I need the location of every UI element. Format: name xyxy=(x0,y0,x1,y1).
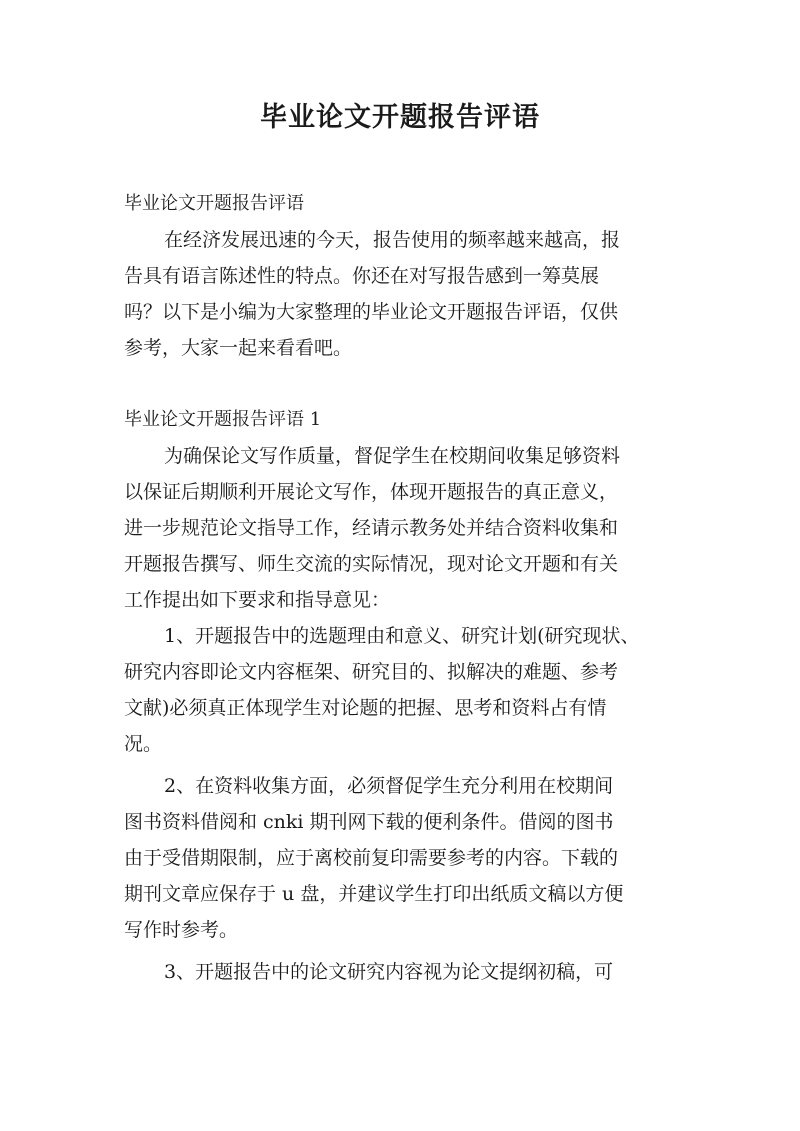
section1-paragraph xyxy=(124,438,690,618)
paragraph-line: 进一步规范论文指导工作，经请示教务处并结合资料收集和 xyxy=(124,517,619,539)
document-body xyxy=(124,186,690,990)
item-3-paragraph xyxy=(124,954,690,990)
paragraph-line: 3、开题报告中的论文研究内容视为论文提纲初稿，可 xyxy=(164,961,614,983)
paragraph-line: 写作时参考。 xyxy=(124,919,239,941)
paragraph-line: 工作提出如下要求和指导意见： xyxy=(124,589,391,611)
paragraph-line: 以保证后期顺利开展论文写作，体现开题报告的真正意义， xyxy=(124,481,619,503)
paragraph-line: 2、在资料收集方面，必须督促学生充分利用在校期间 xyxy=(164,775,614,797)
paragraph-gap xyxy=(124,366,690,402)
paragraph-line: 开题报告撰写、师生交流的实际情况，现对论文开题和有关 xyxy=(124,553,619,575)
document-title: 毕业论文开题报告评语 xyxy=(260,102,540,133)
paragraph-line: 文献)必须真正体现学生对论题的把握、思考和资料占有情 xyxy=(124,697,607,719)
section-heading: 毕业论文开题报告评语 1 xyxy=(124,409,322,430)
intro-line: 参考，大家一起来看看吧。 xyxy=(124,337,353,359)
paragraph-line: 由于受借期限制，应于离校前复印需要参考的内容。下载的 xyxy=(124,847,619,869)
paragraph-line: 1、开题报告中的选题理由和意义、研究计划(研究现状、 xyxy=(164,625,640,647)
intro-line: 告具有语言陈述性的特点。你还在对写报告感到一筹莫展 xyxy=(124,265,600,287)
paragraph-line: 为确保论文写作质量，督促学生在校期间收集足够资料 xyxy=(164,445,621,467)
paragraph-line: 图书资料借阅和 cnki 期刊网下载的便利条件。借阅的图书 xyxy=(124,811,614,833)
paragraph-line: 研究内容即论文内容框架、研究目的、拟解决的难题、参考 xyxy=(124,661,619,683)
item-1-paragraph xyxy=(124,618,690,762)
item-2-paragraph xyxy=(124,768,690,948)
intro-line: 吗？以下是小编为大家整理的毕业论文开题报告评语，仅供 xyxy=(124,301,619,323)
paragraph-line: 况。 xyxy=(124,733,163,755)
subtitle: 毕业论文开题报告评语 xyxy=(124,193,304,214)
intro-paragraph xyxy=(124,222,690,366)
intro-line: 在经济发展迅速的今天，报告使用的频率越来越高，报 xyxy=(164,229,621,251)
paragraph-line: 期刊文章应保存于 u 盘，并建议学生打印出纸质文稿以方便 xyxy=(124,883,624,905)
